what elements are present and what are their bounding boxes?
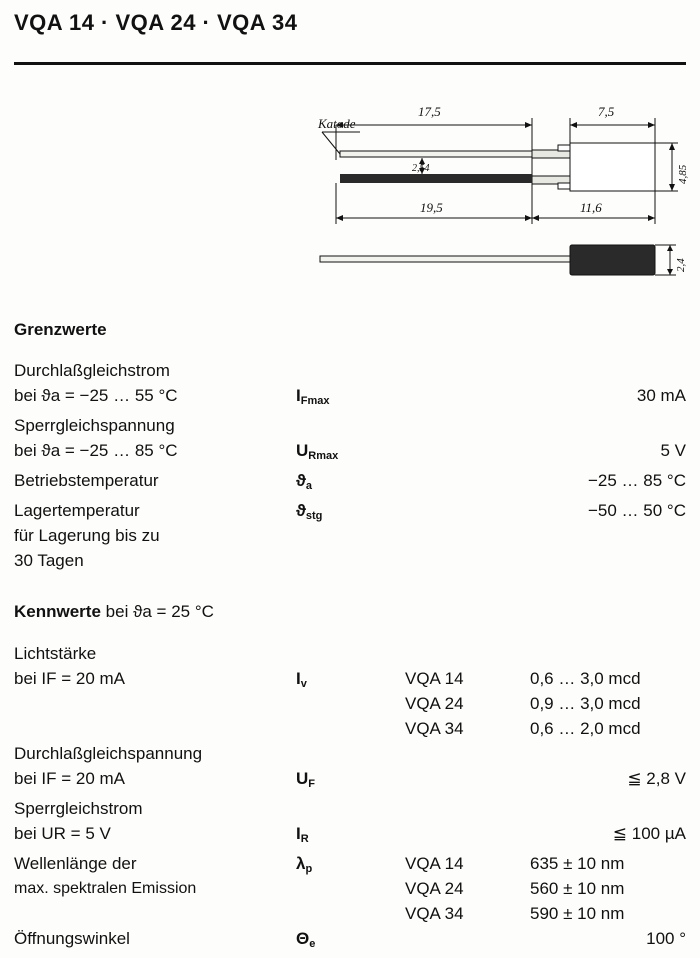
limit-row-operating-temp-value: −25 … 85 °C <box>588 471 686 490</box>
dim-2-4: 2,4 <box>675 258 687 272</box>
dim-2-54: 2,54 <box>412 163 430 174</box>
char-angle-symbol: $\Theta_e$ <box>296 929 316 950</box>
limit-row-operating-temp-symbol: $ϑ_a$ <box>296 471 313 492</box>
component-drawing <box>300 88 690 298</box>
char-forward-voltage-desc: Durchlaßgleichspannung bei IF = 20 mA <box>14 744 203 788</box>
title-divider <box>14 62 686 65</box>
limit-row-operating-temp-desc: Betriebstemperatur <box>14 471 159 490</box>
char-luminous-types: VQA 14 VQA 24 VQA 34 <box>405 669 464 738</box>
dim-4-85: 4,85 <box>677 164 689 184</box>
page-title: VQA 14 · VQA 24 · VQA 34 <box>14 10 298 35</box>
char-wavelength-types: VQA 14 VQA 24 VQA 34 <box>405 854 464 923</box>
char-wavelength-values: 635 ± 10 nm 560 ± 10 nm 590 ± 10 nm <box>530 854 625 923</box>
label-katode: Katode <box>318 116 356 131</box>
limit-row-reverse-voltage-value: 5 V <box>660 441 686 460</box>
char-angle-value: 100 ° <box>646 929 686 948</box>
char-reverse-current-desc: Sperrgleichstrom bei UR = 5 V <box>14 799 143 843</box>
limit-row-forward-current-desc: Durchlaßgleichstrom bei ϑa = −25 … 55 °C <box>14 361 178 405</box>
limit-row-forward-current-symbol: $I_{Fmax}$ <box>296 386 330 407</box>
dim-7-5: 7,5 <box>598 104 615 119</box>
char-luminous-symbol: $I_v$ <box>296 669 307 690</box>
limit-row-storage-temp-desc: Lagertemperatur für Lagerung bis zu 30 Tagen <box>14 501 160 570</box>
dim-19-5: 19,5 <box>420 200 443 215</box>
limit-row-storage-temp-value: −50 … 50 °C <box>588 501 686 520</box>
characteristics-heading-cond: bei ϑa = 25 °C <box>105 602 214 621</box>
char-wavelength-symbol: $\lambda_p$ <box>296 854 313 875</box>
characteristics-heading-bold: Kennwerte <box>14 602 101 621</box>
char-forward-voltage-value: ≦ 2,8 V <box>627 769 686 788</box>
limit-row-reverse-voltage-symbol: $U_{Rmax}$ <box>296 441 339 462</box>
char-reverse-current-value: ≦ 100 µA <box>612 824 686 843</box>
char-angle-desc: Öffnungswinkel <box>14 929 130 948</box>
char-luminous-desc: Lichtstärke bei IF = 20 mA <box>14 644 126 688</box>
limits-heading: Grenzwerte <box>14 320 107 339</box>
drawing-svg <box>300 88 690 298</box>
char-luminous-values: 0,6 … 3,0 mcd 0,9 … 3,0 mcd 0,6 … 2,0 mcd <box>530 669 641 738</box>
limit-row-reverse-voltage-desc: Sperrgleichspannung bei ϑa = −25 … 85 °C <box>14 416 178 460</box>
dim-17-5: 17,5 <box>418 104 441 119</box>
char-reverse-current-symbol: $I_R$ <box>296 824 309 845</box>
char-forward-voltage-symbol: $U_F$ <box>296 769 316 790</box>
dim-11-6: 11,6 <box>580 200 602 215</box>
limit-row-storage-temp-symbol: $ϑ_{stg}$ <box>296 501 323 522</box>
characteristics-heading <box>14 602 214 622</box>
char-wavelength-desc: Wellenlänge der max. spektralen Emission <box>14 854 197 897</box>
limit-row-forward-current-value: 30 mA <box>636 386 686 405</box>
